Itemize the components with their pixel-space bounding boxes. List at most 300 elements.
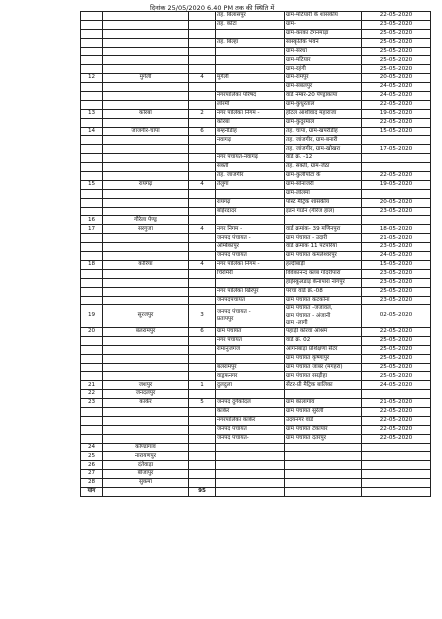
date-cell: 23-05-2020 bbox=[362, 243, 431, 252]
district-cell bbox=[103, 425, 189, 434]
serial-cell bbox=[81, 65, 103, 74]
location-cell: ग्राम पंचायत कमलेश्वरपुर bbox=[285, 252, 362, 261]
district-cell: सूरजपुर bbox=[103, 305, 189, 328]
count-cell bbox=[189, 408, 216, 417]
date-cell: 24-05-2020 bbox=[362, 252, 431, 261]
district-cell bbox=[103, 29, 189, 38]
date-cell: 22-05-2020 bbox=[362, 118, 431, 127]
table-row bbox=[81, 216, 431, 225]
location-cell: आंगनबाड़ा प्रशिक्षणा सेंटर bbox=[285, 345, 362, 354]
count-cell bbox=[189, 461, 216, 470]
date-cell: 25-05-2020 bbox=[362, 345, 431, 354]
serial-cell bbox=[81, 198, 103, 207]
district-cell bbox=[103, 345, 189, 354]
location-cell: तह. चांपा, ग्राम-खपरीडीह bbox=[285, 127, 362, 136]
serial-cell bbox=[81, 83, 103, 92]
count-cell bbox=[189, 136, 216, 145]
count-cell bbox=[189, 345, 216, 354]
table-row bbox=[81, 269, 431, 278]
district-cell bbox=[103, 198, 189, 207]
location-cell bbox=[285, 443, 362, 452]
table-row bbox=[81, 452, 431, 461]
district-cell bbox=[103, 20, 189, 29]
serial-cell bbox=[81, 12, 103, 21]
count-cell bbox=[189, 443, 216, 452]
count-cell bbox=[189, 363, 216, 372]
count-cell bbox=[189, 269, 216, 278]
date-cell: 21-05-2020 bbox=[362, 399, 431, 408]
district-cell bbox=[103, 252, 189, 261]
district-cell: दंतेवाड़ा bbox=[103, 461, 189, 470]
table-row bbox=[81, 408, 431, 417]
district-cell bbox=[103, 118, 189, 127]
block-cell: अम्बिकापुर bbox=[216, 243, 285, 252]
table-row bbox=[81, 425, 431, 434]
district-cell bbox=[103, 363, 189, 372]
serial-cell bbox=[81, 278, 103, 287]
table-row bbox=[81, 434, 431, 443]
table-row bbox=[81, 180, 431, 189]
date-cell: 22-05-2020 bbox=[362, 12, 431, 21]
count-cell bbox=[189, 29, 216, 38]
location-cell: ग्राम-मटियार bbox=[285, 56, 362, 65]
block-cell: नगरपालिका कांकेर bbox=[216, 416, 285, 425]
total-row bbox=[81, 488, 431, 497]
count-cell: 5 bbox=[189, 399, 216, 408]
count-cell bbox=[189, 163, 216, 172]
serial-cell: 27 bbox=[81, 470, 103, 479]
district-cell: मुंगेली bbox=[103, 74, 189, 83]
block-cell: कोरबा bbox=[216, 118, 285, 127]
serial-cell bbox=[81, 38, 103, 47]
count-cell bbox=[189, 278, 216, 287]
date-cell bbox=[362, 216, 431, 225]
date-cell bbox=[362, 189, 431, 198]
table-row bbox=[81, 154, 431, 163]
table-row bbox=[81, 390, 431, 399]
location-cell: ग्राम-सोनाजरी bbox=[285, 180, 362, 189]
location-cell: ग्राम-रामपुर bbox=[285, 74, 362, 83]
count-cell: 4 bbox=[189, 225, 216, 234]
total-blank bbox=[103, 488, 189, 497]
serial-cell: 23 bbox=[81, 399, 103, 408]
block-cell: जनपद पंचायत bbox=[216, 425, 285, 434]
district-cell: जांजगीर-चांपा bbox=[103, 127, 189, 136]
table-row bbox=[81, 328, 431, 337]
location-cell: ग्राम-सरधा bbox=[285, 47, 362, 56]
district-cell: बीजापुर bbox=[103, 470, 189, 479]
count-cell bbox=[189, 252, 216, 261]
district-cell bbox=[103, 269, 189, 278]
district-cell bbox=[103, 145, 189, 154]
location-cell: ग्राम पंचायत रसड़ीहा bbox=[285, 372, 362, 381]
date-cell: 25-05-2020 bbox=[362, 38, 431, 47]
location-cell: ग्राम पंचायत जाबर (मंगहरा) bbox=[285, 363, 362, 372]
count-cell: 4 bbox=[189, 180, 216, 189]
block-cell: जनपद पंचायत - bbox=[216, 234, 285, 243]
block-cell bbox=[216, 470, 285, 479]
block-cell bbox=[216, 443, 285, 452]
date-cell: 02-05-2020 bbox=[362, 305, 431, 328]
serial-cell bbox=[81, 189, 103, 198]
serial-cell: 25 bbox=[81, 452, 103, 461]
block-cell bbox=[216, 29, 285, 38]
block-cell: जनपद पंचायत - प्रतापपुर bbox=[216, 305, 285, 328]
table-row bbox=[81, 345, 431, 354]
location-cell: वार्ड क्र. -12 bbox=[285, 154, 362, 163]
district-cell bbox=[103, 83, 189, 92]
serial-cell: 28 bbox=[81, 479, 103, 488]
table-row bbox=[81, 189, 431, 198]
table-row bbox=[81, 336, 431, 345]
serial-cell bbox=[81, 434, 103, 443]
date-cell bbox=[362, 163, 431, 172]
block-cell: मुंगेली bbox=[216, 74, 285, 83]
serial-cell bbox=[81, 20, 103, 29]
table-row bbox=[81, 136, 431, 145]
date-cell: 22-05-2020 bbox=[362, 434, 431, 443]
block-cell: जनपदपंचायत bbox=[216, 296, 285, 305]
district-cell: जनदलपुर bbox=[103, 390, 189, 399]
date-cell bbox=[362, 452, 431, 461]
block-cell: बलरामपुर bbox=[216, 363, 285, 372]
district-cell bbox=[103, 296, 189, 305]
district-cell bbox=[103, 189, 189, 198]
table-row bbox=[81, 65, 431, 74]
location-cell: ग्राम पंचायत कटकोना bbox=[285, 296, 362, 305]
serial-cell bbox=[81, 234, 103, 243]
block-cell bbox=[216, 56, 285, 65]
location-cell: सांस्कृतिक भवन bbox=[285, 38, 362, 47]
location-cell: ग्राम-मटियारी के शासकीय bbox=[285, 12, 362, 21]
district-cell bbox=[103, 38, 189, 47]
location-cell: परचा वार्ड क्र.-08 bbox=[285, 287, 362, 296]
count-cell bbox=[189, 154, 216, 163]
block-cell: बम्हनीडीह bbox=[216, 127, 285, 136]
table-row bbox=[81, 479, 431, 488]
table-row bbox=[81, 252, 431, 261]
table-row bbox=[81, 470, 431, 479]
count-cell: 3 bbox=[189, 305, 216, 328]
total-blank bbox=[285, 488, 362, 497]
table-row bbox=[81, 416, 431, 425]
date-cell: 23-05-2020 bbox=[362, 278, 431, 287]
block-cell bbox=[216, 189, 285, 198]
location-cell: ग्राम-करका टेंगनमाड़ा bbox=[285, 29, 362, 38]
table-row bbox=[81, 83, 431, 92]
block-cell: वाड्रफनगर bbox=[216, 372, 285, 381]
location-cell: ग्राम पंचायत -जजावल, ग्राम पंचायत - अंजानी ग्राम -लागी bbox=[285, 305, 362, 328]
location-cell: ग्राम-कुधुरताल bbox=[285, 100, 362, 109]
date-cell: 20-05-2020 bbox=[362, 74, 431, 83]
district-cell bbox=[103, 154, 189, 163]
date-cell: 23-05-2020 bbox=[362, 20, 431, 29]
date-cell: 23-05-2020 bbox=[362, 296, 431, 305]
serial-cell bbox=[81, 416, 103, 425]
location-cell: ग्राम- bbox=[285, 20, 362, 29]
district-cell bbox=[103, 100, 189, 109]
block-cell: तह. बिल्हा bbox=[216, 38, 285, 47]
district-cell bbox=[103, 234, 189, 243]
serial-cell bbox=[81, 145, 103, 154]
count-cell bbox=[189, 189, 216, 198]
location-cell: ग्राम पंचायत टेकापार bbox=[285, 425, 362, 434]
report-date-header: दिनांक 25/05/2020 6.40 PM तक की स्थिति में bbox=[150, 4, 275, 12]
district-cell bbox=[103, 434, 189, 443]
serial-cell bbox=[81, 408, 103, 417]
serial-cell bbox=[81, 345, 103, 354]
location-cell: ग्राम-कुदुरमाल bbox=[285, 118, 362, 127]
date-cell: 24-05-2020 bbox=[362, 83, 431, 92]
count-cell bbox=[189, 198, 216, 207]
table-row bbox=[81, 172, 431, 181]
district-cell: कोरबा bbox=[103, 109, 189, 118]
serial-cell: 19 bbox=[81, 305, 103, 328]
table-row bbox=[81, 38, 431, 47]
location-cell: वार्ड क्रमांक- 39 मणिनपुरा bbox=[285, 225, 362, 234]
date-cell bbox=[362, 443, 431, 452]
date-cell: 24-05-2020 bbox=[362, 92, 431, 101]
serial-cell: 17 bbox=[81, 225, 103, 234]
block-cell: बोईरदादर bbox=[216, 207, 285, 216]
location-cell: वार्ड नम्बर-20 पेण्ड्राकापा bbox=[285, 92, 362, 101]
district-cell bbox=[103, 92, 189, 101]
block-cell bbox=[216, 461, 285, 470]
date-cell: 22-05-2020 bbox=[362, 416, 431, 425]
district-cell bbox=[103, 278, 189, 287]
serial-cell bbox=[81, 372, 103, 381]
district-cell: बलरामपुर bbox=[103, 328, 189, 337]
district-cell: सुकमा bbox=[103, 479, 189, 488]
district-cell bbox=[103, 163, 189, 172]
location-cell: तह. सक्ती, ग्राम-जेठा bbox=[285, 163, 362, 172]
table-row bbox=[81, 399, 431, 408]
count-cell: 4 bbox=[189, 74, 216, 83]
count-cell bbox=[189, 452, 216, 461]
location-cell: ग्राम-कुलीपोटा के bbox=[285, 172, 362, 181]
total-blank bbox=[216, 488, 285, 497]
date-cell: 25-05-2020 bbox=[362, 372, 431, 381]
serial-cell: 21 bbox=[81, 381, 103, 390]
count-cell bbox=[189, 336, 216, 345]
date-cell: 18-05-2020 bbox=[362, 225, 431, 234]
serial-cell: 26 bbox=[81, 461, 103, 470]
date-cell: 17-05-2020 bbox=[362, 145, 431, 154]
count-cell bbox=[189, 100, 216, 109]
date-cell: 23-05-2020 bbox=[362, 207, 431, 216]
count-cell bbox=[189, 434, 216, 443]
count-cell bbox=[189, 172, 216, 181]
location-cell: सेंटर-प्री मैट्रिक बालिका bbox=[285, 381, 362, 390]
table-row bbox=[81, 225, 431, 234]
date-cell: 22-05-2020 bbox=[362, 172, 431, 181]
location-cell bbox=[285, 216, 362, 225]
count-cell bbox=[189, 479, 216, 488]
count-cell bbox=[189, 65, 216, 74]
serial-cell bbox=[81, 269, 103, 278]
district-cell bbox=[103, 56, 189, 65]
serial-cell: 13 bbox=[81, 109, 103, 118]
block-cell: जनपद पंचायत bbox=[216, 252, 285, 261]
date-cell bbox=[362, 461, 431, 470]
district-cell bbox=[103, 172, 189, 181]
total-blank bbox=[362, 488, 431, 497]
serial-cell bbox=[81, 207, 103, 216]
table-row bbox=[81, 243, 431, 252]
location-cell: उदयनगर वार्ड bbox=[285, 416, 362, 425]
date-cell: 22-05-2020 bbox=[362, 328, 431, 337]
count-cell bbox=[189, 12, 216, 21]
district-cell bbox=[103, 416, 189, 425]
block-cell bbox=[216, 216, 285, 225]
table-row bbox=[81, 145, 431, 154]
block-cell bbox=[216, 479, 285, 488]
count-cell bbox=[189, 243, 216, 252]
date-cell: 22-05-2020 bbox=[362, 408, 431, 417]
serial-cell bbox=[81, 287, 103, 296]
date-cell: 25-05-2020 bbox=[362, 336, 431, 345]
count-cell bbox=[189, 425, 216, 434]
block-cell bbox=[216, 65, 285, 74]
serial-cell: 15 bbox=[81, 180, 103, 189]
district-cell bbox=[103, 136, 189, 145]
serial-cell bbox=[81, 154, 103, 163]
table-row bbox=[81, 296, 431, 305]
serial-cell bbox=[81, 354, 103, 363]
date-cell bbox=[362, 479, 431, 488]
count-cell bbox=[189, 234, 216, 243]
table-row bbox=[81, 118, 431, 127]
count-cell bbox=[189, 390, 216, 399]
count-cell bbox=[189, 20, 216, 29]
count-cell bbox=[189, 296, 216, 305]
location-cell bbox=[285, 452, 362, 461]
count-cell: 6 bbox=[189, 328, 216, 337]
date-cell: 24-05-2020 bbox=[362, 381, 431, 390]
serial-cell bbox=[81, 56, 103, 65]
table-row bbox=[81, 278, 431, 287]
serial-cell: 18 bbox=[81, 260, 103, 269]
block-cell: तह. बिलासपुर bbox=[216, 12, 285, 21]
date-cell: 23-05-2020 bbox=[362, 269, 431, 278]
table-row bbox=[81, 363, 431, 372]
date-cell: 25-05-2020 bbox=[362, 287, 431, 296]
block-cell: तेलुंगा bbox=[216, 180, 285, 189]
district-cell bbox=[103, 372, 189, 381]
serial-cell bbox=[81, 296, 103, 305]
serial-cell bbox=[81, 47, 103, 56]
location-cell: ग्राम पंचायत सुरेली bbox=[285, 408, 362, 417]
table-row bbox=[81, 287, 431, 296]
location-cell: पोस्ट मैट्रिक शासकीय bbox=[285, 198, 362, 207]
containment-zone-table bbox=[80, 11, 431, 497]
table-row bbox=[81, 47, 431, 56]
count-cell: 4 bbox=[189, 260, 216, 269]
table-row bbox=[81, 20, 431, 29]
block-cell: रामानुजगंज bbox=[216, 345, 285, 354]
block-cell: नगर पालिका खिरपुर bbox=[216, 287, 285, 296]
block-cell: जनपद दुर्गकोंदल bbox=[216, 399, 285, 408]
location-cell bbox=[285, 461, 362, 470]
table-row bbox=[81, 12, 431, 21]
date-cell: 25-05-2020 bbox=[362, 354, 431, 363]
date-cell bbox=[362, 136, 431, 145]
date-cell: 25-05-2020 bbox=[362, 56, 431, 65]
table-row bbox=[81, 443, 431, 452]
location-cell: ग्राम कालागांव bbox=[285, 399, 362, 408]
serial-cell: 20 bbox=[81, 328, 103, 337]
block-cell: रायगढ़ bbox=[216, 198, 285, 207]
location-cell: तह. जांजगीर, ग्राम-खोखरा bbox=[285, 145, 362, 154]
block-cell: लोरमी bbox=[216, 100, 285, 109]
table-row bbox=[81, 207, 431, 216]
district-cell bbox=[103, 65, 189, 74]
serial-cell bbox=[81, 243, 103, 252]
date-cell: 19-05-2020 bbox=[362, 109, 431, 118]
table-row bbox=[81, 29, 431, 38]
district-cell bbox=[103, 47, 189, 56]
date-cell: 21-05-2020 bbox=[362, 234, 431, 243]
block-cell: दुलदुला bbox=[216, 381, 285, 390]
count-cell: 1 bbox=[189, 381, 216, 390]
count-cell: 6 bbox=[189, 127, 216, 136]
block-cell: नगर पंचायत bbox=[216, 336, 285, 345]
district-cell: कांकेर bbox=[103, 399, 189, 408]
district-cell bbox=[103, 408, 189, 417]
district-cell bbox=[103, 354, 189, 363]
count-cell bbox=[189, 38, 216, 47]
block-cell: नगर निगम - bbox=[216, 225, 285, 234]
count-cell bbox=[189, 56, 216, 65]
district-cell: नारायणपुर bbox=[103, 452, 189, 461]
serial-cell: 22 bbox=[81, 390, 103, 399]
count-cell bbox=[189, 207, 216, 216]
block-cell: तह. कोटा bbox=[216, 20, 285, 29]
count-cell: 2 bbox=[189, 109, 216, 118]
count-cell bbox=[189, 354, 216, 363]
table-row bbox=[81, 56, 431, 65]
table-row bbox=[81, 461, 431, 470]
location-cell bbox=[285, 390, 362, 399]
date-cell: 25-05-2020 bbox=[362, 363, 431, 372]
table-row bbox=[81, 163, 431, 172]
date-cell: 20-05-2020 bbox=[362, 198, 431, 207]
count-cell bbox=[189, 118, 216, 127]
date-cell: 25-05-2020 bbox=[362, 29, 431, 38]
district-cell: कोण्डागांव bbox=[103, 443, 189, 452]
location-cell: तह. जांजगीर, ग्राम-बनारी bbox=[285, 136, 362, 145]
block-cell: नवागढ़ bbox=[216, 136, 285, 145]
district-cell bbox=[103, 336, 189, 345]
table-row bbox=[81, 260, 431, 269]
location-cell: पहाड़ी कोरवा आश्रम bbox=[285, 328, 362, 337]
table-row bbox=[81, 234, 431, 243]
block-cell: चिरमिरी bbox=[216, 269, 285, 278]
count-cell bbox=[189, 470, 216, 479]
serial-cell bbox=[81, 425, 103, 434]
location-cell: विवेकानन्द क्लब गोदरीपारा bbox=[285, 269, 362, 278]
count-cell bbox=[189, 83, 216, 92]
count-cell bbox=[189, 47, 216, 56]
block-cell bbox=[216, 354, 285, 363]
table-row bbox=[81, 198, 431, 207]
date-cell: 22-05-2020 bbox=[362, 425, 431, 434]
district-cell: रायगढ़ bbox=[103, 180, 189, 189]
count-cell bbox=[189, 216, 216, 225]
serial-cell: 16 bbox=[81, 216, 103, 225]
serial-cell bbox=[81, 92, 103, 101]
district-cell bbox=[103, 243, 189, 252]
